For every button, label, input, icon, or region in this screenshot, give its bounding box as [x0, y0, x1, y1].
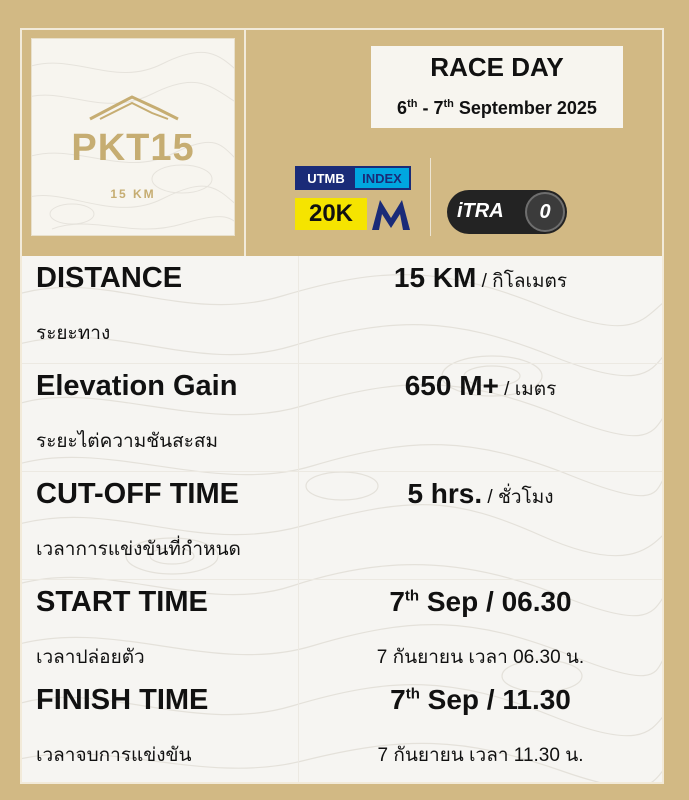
- row-label-thai: เวลาปล่อยตัว: [36, 647, 145, 668]
- utmb-index-badge: [295, 166, 411, 190]
- itra-badge: [447, 190, 567, 234]
- badge-divider: [430, 158, 431, 236]
- row-label: FINISH TIME: [36, 684, 209, 716]
- row-label-thai: เวลาการแข่งขันที่กำหนด: [36, 539, 241, 560]
- race-day-title: RACE DAY: [430, 52, 564, 82]
- row-label: CUT-OFF TIME: [36, 478, 239, 510]
- row-value: 5 hrs. / ชั่วโมง: [407, 478, 554, 509]
- row-label-thai: เวลาจบการแข่งขัน: [36, 745, 192, 766]
- utmb-category-badge: 20K: [295, 198, 367, 230]
- race-details-table: [22, 256, 662, 782]
- race-day-date: 6th - 7th September 2025: [397, 98, 597, 118]
- row-label: Elevation Gain: [36, 370, 238, 402]
- header: [20, 28, 664, 256]
- row-label-thai: ระยะทาง: [36, 323, 111, 344]
- row-start-time: [22, 580, 662, 688]
- row-value-thai: 7 กันยายน เวลา 06.30 น.: [376, 647, 585, 668]
- row-value: 7th Sep / 11.30: [390, 684, 571, 715]
- header-divider: [244, 28, 246, 256]
- row-value-thai: 7 กันยายน เวลา 11.30 น.: [377, 745, 584, 766]
- row-distance: [22, 256, 662, 364]
- race-day-box: [371, 46, 623, 128]
- row-label-thai: ระยะไต่ความชันสะสม: [36, 431, 219, 452]
- logo-title: PKT15: [71, 127, 195, 169]
- row-elevation-gain: [22, 364, 662, 472]
- row-cut-off-time: [22, 472, 662, 580]
- index-label: INDEX: [355, 168, 409, 188]
- logo-subtitle: 15 KM: [110, 187, 156, 201]
- utmb-label: UTMB: [307, 170, 345, 186]
- utmb-m-icon: [370, 196, 412, 232]
- row-value: 7th Sep / 06.30: [389, 586, 572, 617]
- row-finish-time: [22, 678, 662, 782]
- race-logo: [31, 38, 235, 236]
- row-value: 15 KM / กิโลเมตร: [393, 262, 568, 293]
- itra-label: iTRA: [457, 200, 504, 222]
- row-value: 650 M+ / เมตร: [404, 370, 557, 401]
- row-label: START TIME: [36, 586, 208, 618]
- row-label: DISTANCE: [36, 262, 183, 294]
- itra-points: 0: [525, 192, 565, 232]
